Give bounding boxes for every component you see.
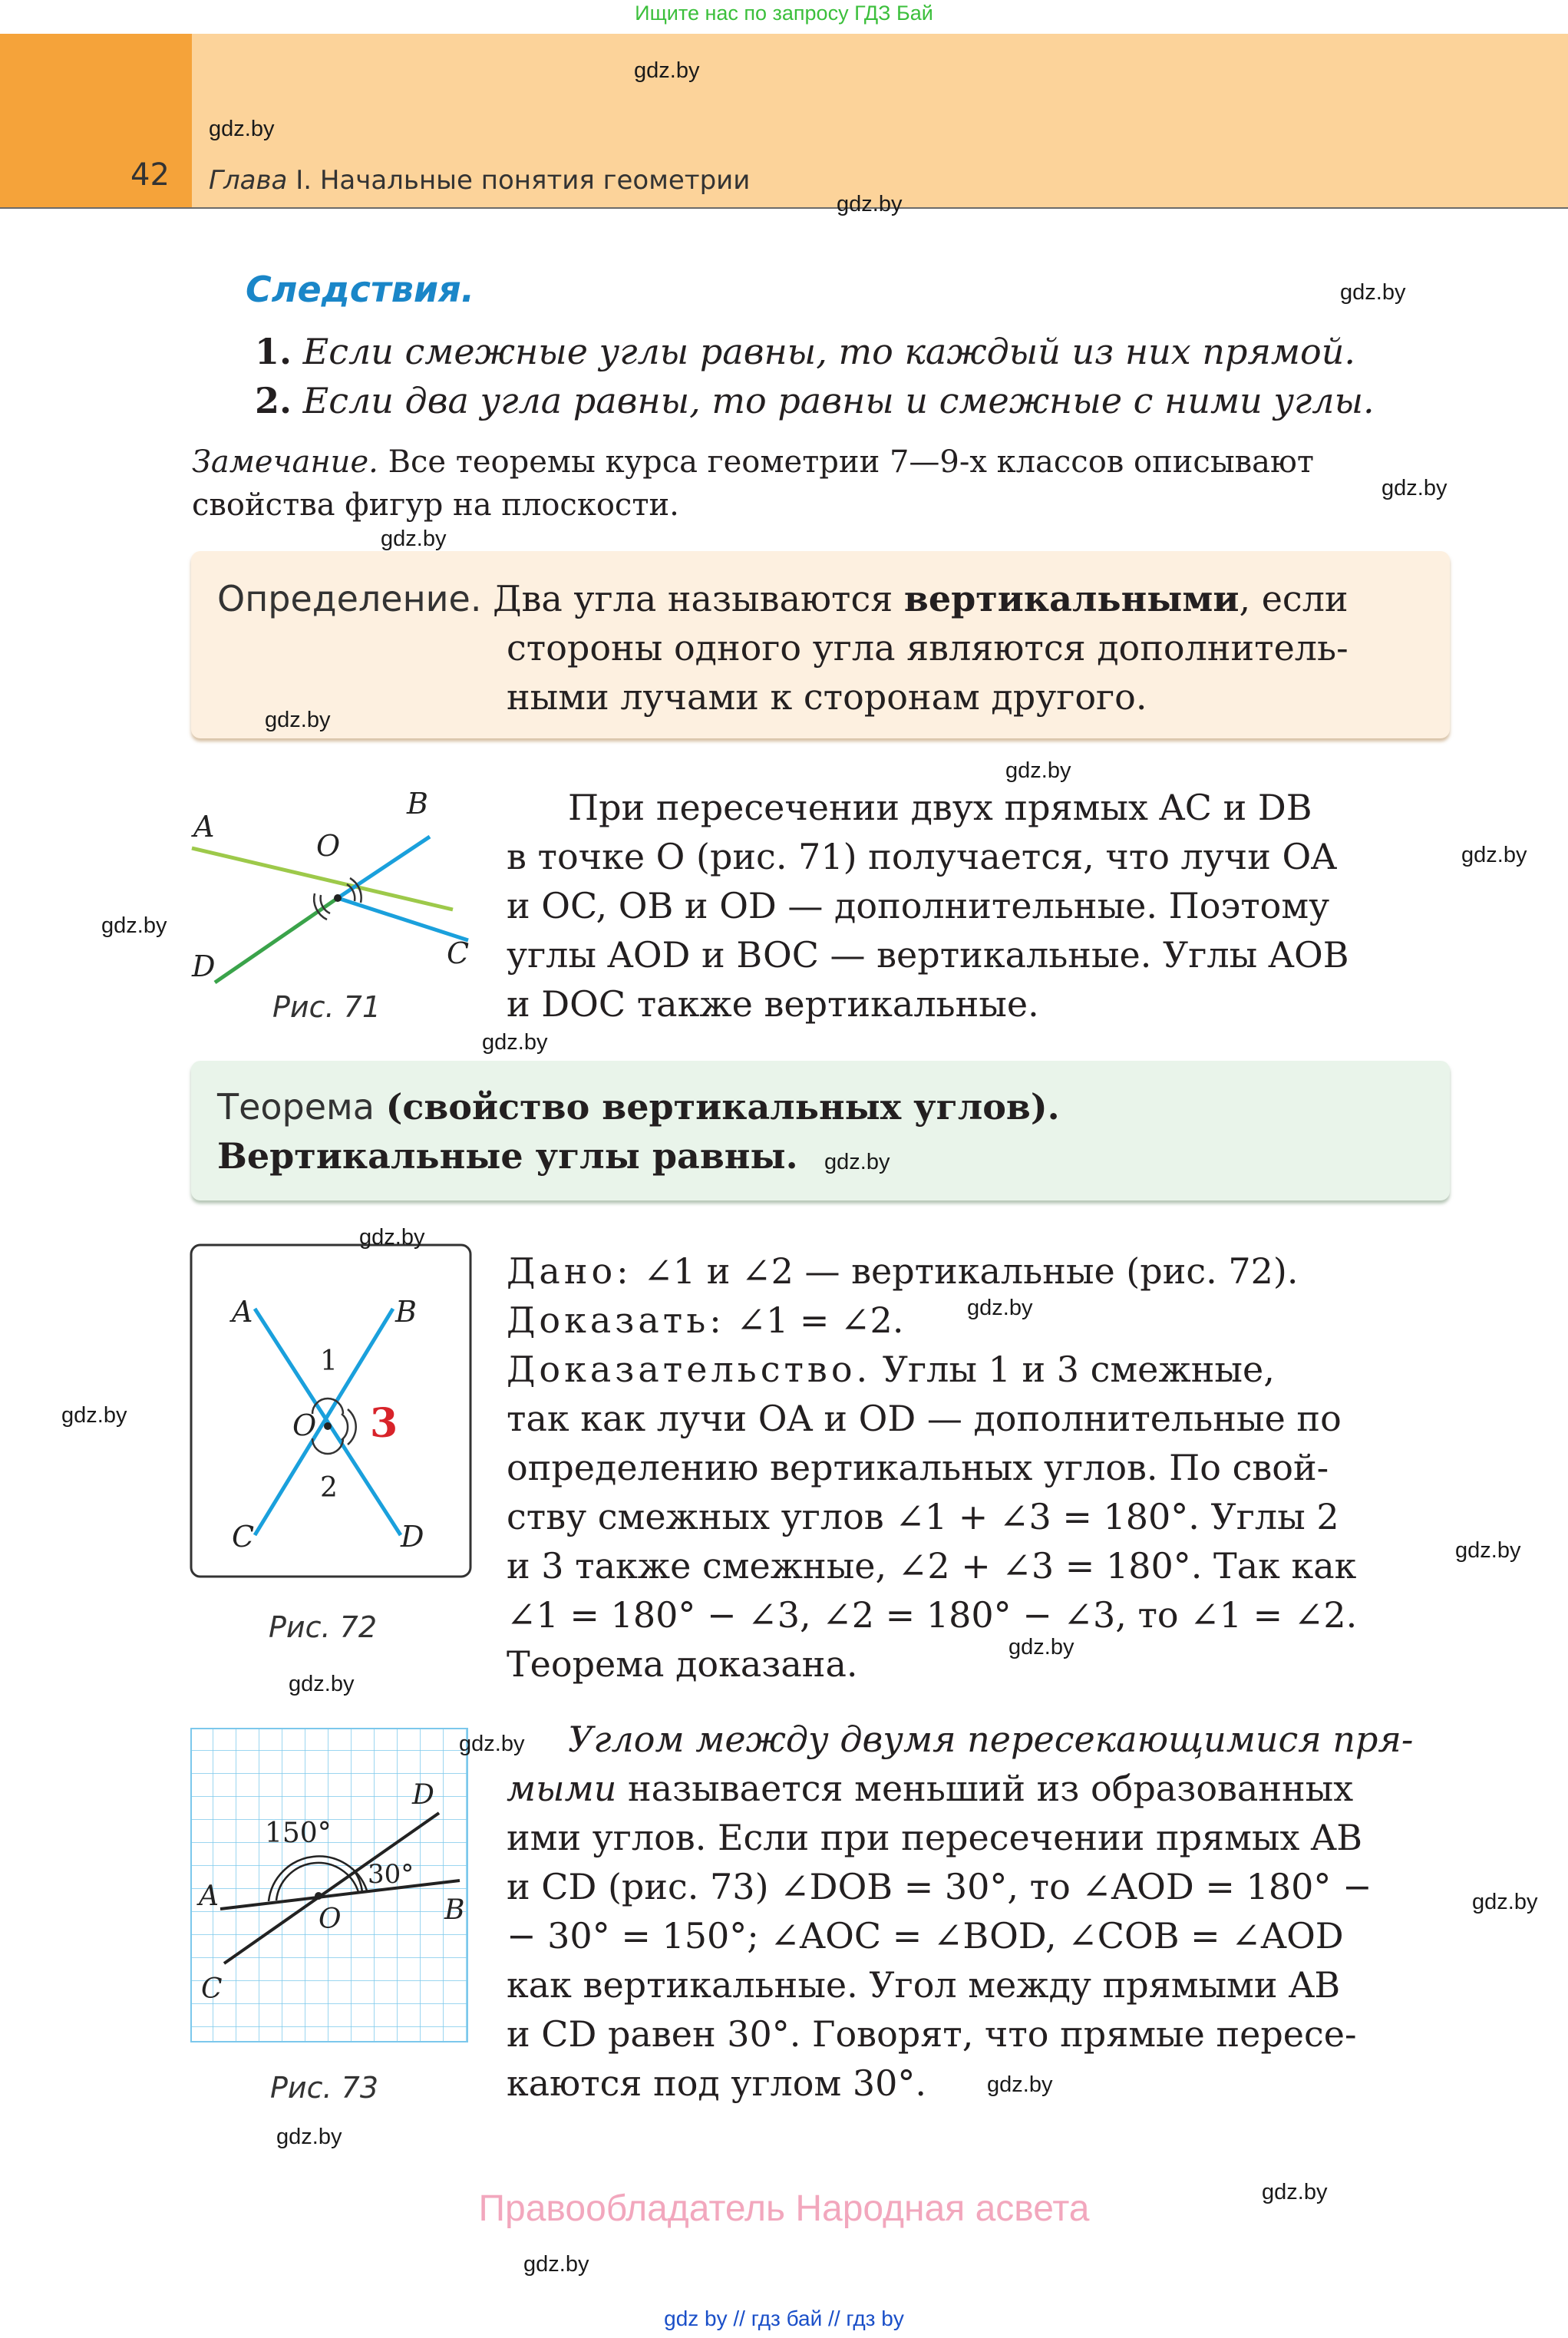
label-150: 150°: [265, 1818, 332, 1849]
copyright-notice: Правообладатель Народная асвета: [478, 2188, 1090, 2229]
label-a: A: [193, 810, 215, 844]
chapter-name: I. Начальные понятия геометрии: [295, 165, 751, 196]
watermark: gdz.by: [265, 708, 331, 732]
label-b: B: [444, 1894, 465, 1926]
label-o: O: [319, 1904, 342, 1935]
label-c: C: [232, 1520, 255, 1554]
para73-line-2-text: называется меньший из образованных: [628, 1768, 1354, 1809]
watermark: gdz.by: [824, 1150, 890, 1174]
proof-prove: [507, 1296, 903, 1345]
definition-text-1a: Два угла называются: [493, 578, 893, 619]
figure-73-caption: Рис. 73: [270, 2071, 379, 2105]
remark-line-1: [192, 441, 1451, 484]
watermark: gdz.by: [289, 1672, 355, 1696]
para73-line-4: и CD (рис. 73) ∠DOB = 30°, то ∠AOD = 180° −: [507, 1866, 1372, 1907]
watermark: gdz.by: [1262, 2180, 1328, 2204]
watermark: gdz.by: [1381, 476, 1448, 500]
label-c: C: [447, 936, 470, 970]
proof-label: Доказательство.: [507, 1349, 872, 1390]
proof-line-3: определению вертикальных углов. По свой-: [507, 1447, 1329, 1488]
definition-line-2: стороны одного угла являются дополнитель-: [507, 627, 1348, 669]
para73-line-3: ими углов. Если при пересечении прямых AB: [507, 1817, 1363, 1858]
watermark: gdz.by: [1472, 1890, 1538, 1914]
corollary-1-text: Если смежные углы равны, то каждый из них прямой.: [302, 331, 1355, 372]
figure-71: [184, 775, 484, 990]
para73-line-8: каются под углом 30°.: [507, 2062, 927, 2104]
point-o: [334, 894, 342, 902]
definition-text-1b: , если: [1239, 578, 1348, 619]
theorem-label: Теорема: [217, 1086, 375, 1128]
remark-label: Замечание.: [192, 444, 378, 480]
page-number: 42: [130, 157, 170, 193]
para73-term: мыми: [507, 1768, 617, 1809]
theorem-name: (свойство вертикальных углов).: [385, 1086, 1060, 1128]
watermark: gdz.by: [359, 1225, 425, 1250]
label-angle-3: 3: [370, 1400, 398, 1447]
watermark: gdz.by: [837, 192, 903, 216]
point-o: [324, 1422, 332, 1430]
proof-line-5: и 3 также смежные, ∠2 + ∠3 = 180°. Так как: [507, 1545, 1357, 1587]
given-label: Дано:: [507, 1250, 632, 1292]
prove-text: ∠1 = ∠2.: [736, 1299, 904, 1341]
figure-71-caption: Рис. 71: [272, 990, 381, 1024]
watermark: gdz.by: [967, 1296, 1033, 1320]
para71-line-3: и OC, OB и OD — дополнительные. Поэтому: [507, 885, 1330, 926]
header-rule: [0, 207, 1568, 209]
corollary-1-number: 1.: [255, 331, 292, 372]
remark-text-1: Все теоремы курса геометрии 7—9-х классов описывают: [388, 444, 1314, 480]
proof-line-1: [507, 1345, 1275, 1394]
watermark: gdz.by: [459, 1732, 525, 1756]
proof-line-4: ству смежных углов ∠1 + ∠3 = 180°. Углы 2: [507, 1496, 1339, 1537]
corollaries-heading: Следствия.: [246, 269, 475, 310]
watermark: gdz.by: [987, 2072, 1053, 2097]
watermark: gdz.by: [1005, 758, 1071, 783]
definition-line-1: [217, 574, 1430, 623]
label-angle-2: 2: [320, 1472, 338, 1504]
definition-term: вертикальными: [903, 578, 1240, 619]
figure-72: [190, 1243, 474, 1581]
watermark: gdz.by: [381, 527, 447, 551]
figure-72-caption: Рис. 72: [269, 1610, 378, 1644]
para71-line-1: При пересечении двух прямых AC и DB: [568, 787, 1312, 828]
theorem-title: [217, 1082, 1060, 1131]
corollary-2-number: 2.: [255, 380, 292, 421]
watermark: gdz.by: [482, 1030, 548, 1055]
watermark: gdz.by: [634, 58, 700, 83]
corollary-1: [255, 327, 1452, 376]
label-d: D: [401, 1520, 424, 1554]
figure-73: [190, 1727, 474, 2049]
label-b: B: [395, 1295, 417, 1329]
ray-od: [215, 898, 338, 982]
label-angle-1: 1: [320, 1346, 338, 1377]
proof-given: [507, 1247, 1298, 1296]
label-c: C: [201, 1973, 223, 2005]
para73-line-7: и CD равен 30°. Говорят, что прямые пересе-: [507, 2013, 1357, 2055]
proof-line-7: Теорема доказана.: [507, 1643, 858, 1685]
given-text: ∠1 и ∠2 — вертикальные (рис. 72).: [643, 1250, 1299, 1292]
point-o: [315, 1892, 322, 1900]
arc-angle-3-outer: [348, 1409, 356, 1445]
label-a: A: [232, 1295, 253, 1329]
para71-line-4: углы AOD и BOC — вертикальные. Углы AOB: [507, 934, 1349, 976]
watermark: gdz.by: [1008, 1635, 1074, 1659]
para71-line-2: в точке O (рис. 71) получается, что лучи OA: [507, 836, 1337, 877]
definition-label: Определение.: [217, 578, 482, 619]
watermark: gdz.by: [61, 1403, 127, 1428]
proof-line-2: так как лучи OA и OD — дополнительные по: [507, 1398, 1342, 1439]
proof-text-1: Углы 1 и 3 смежные,: [882, 1349, 1275, 1390]
label-a: A: [199, 1881, 219, 1912]
prove-label: Доказать:: [507, 1299, 725, 1341]
definition-line-3: ными лучами к сторонам другого.: [507, 676, 1147, 718]
label-30: 30°: [368, 1859, 414, 1890]
para73-line-5: − 30° = 150°; ∠AOC = ∠BOD, ∠COB = ∠AOD: [507, 1915, 1344, 1957]
label-b: B: [407, 787, 428, 821]
arc-angle-3-inner: [342, 1414, 348, 1440]
label-d: D: [192, 949, 216, 983]
bottom-banner[interactable]: gdz by // гдз бай // гдз by: [664, 2307, 904, 2330]
chapter-title: [209, 165, 750, 196]
label-o: O: [292, 1408, 317, 1442]
watermark: gdz.by: [523, 2252, 589, 2277]
watermark: gdz.by: [1455, 1538, 1521, 1563]
watermark: gdz.by: [276, 2125, 342, 2149]
ray-oc: [338, 898, 468, 940]
proof-line-6: ∠1 = 180° − ∠3, ∠2 = 180° − ∠3, то ∠1 = ∠2.: [507, 1594, 1358, 1636]
label-o: O: [316, 829, 341, 863]
corollary-2: [255, 376, 1452, 425]
chapter-prefix: Глава: [209, 165, 288, 196]
theorem-statement: Вертикальные углы равны.: [217, 1135, 798, 1177]
remark-line-2: свойства фигур на плоскости.: [192, 487, 679, 523]
watermark: gdz.by: [209, 117, 275, 141]
watermark: gdz.by: [101, 913, 167, 938]
top-banner[interactable]: Ищите нас по запросу ГДЗ Бай: [635, 2, 933, 25]
para73-line-6: как вертикальные. Угол между прямыми AB: [507, 1964, 1341, 2006]
watermark: gdz.by: [1340, 280, 1406, 305]
para73-line-1: Углом между двумя пересекающимися пря-: [568, 1719, 1414, 1760]
para71-line-5: и DOC также вертикальные.: [507, 983, 1039, 1025]
watermark: gdz.by: [1461, 843, 1527, 867]
label-d: D: [412, 1779, 434, 1811]
corollary-2-text: Если два угла равны, то равны и смежные с ними углы.: [302, 380, 1375, 421]
para73-line-2: [507, 1764, 1353, 1813]
